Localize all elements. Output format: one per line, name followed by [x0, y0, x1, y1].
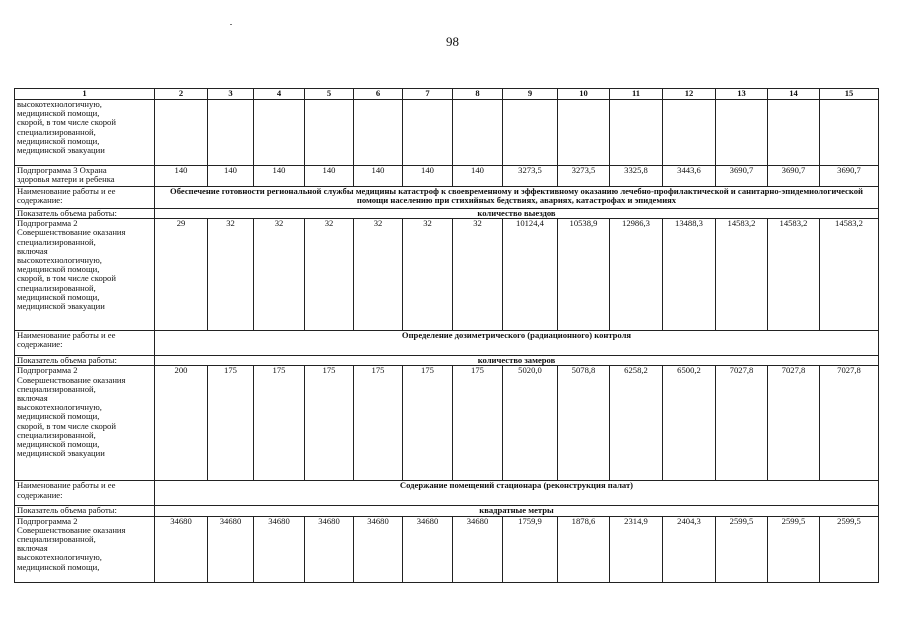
column-header: 10	[558, 89, 610, 100]
work-title: Обеспечение готовности региональной службы медицины катастроф к своевременному и эффективному оказанию лечебно-профилактической и санитарно-эпидемиологической помощи населению при стихийных бедствиях, авариях, катастрофах и эпидемиях	[155, 187, 879, 209]
volume-indicator: количество замеров	[155, 356, 879, 366]
table-cell: 32	[403, 219, 453, 331]
table-cell: 175	[305, 366, 354, 481]
table-row	[15, 481, 879, 506]
table-cell: 3273,5	[558, 166, 610, 187]
table-row	[15, 166, 879, 187]
table-cell	[305, 100, 354, 166]
table-cell: 3690,7	[820, 166, 879, 187]
table-cell: 14583,2	[820, 219, 879, 331]
table-cell: 3443,6	[663, 166, 716, 187]
table-cell: 2599,5	[768, 516, 820, 582]
table-cell: 14583,2	[768, 219, 820, 331]
table-cell: 2599,5	[716, 516, 768, 582]
table-cell: 32	[208, 219, 254, 331]
column-header: 13	[716, 89, 768, 100]
table-cell: 34680	[403, 516, 453, 582]
table-row	[15, 187, 879, 209]
row-label: Показатель объема работы:	[15, 356, 155, 366]
table-cell: 140	[208, 166, 254, 187]
table-cell: 34680	[305, 516, 354, 582]
row-label: Показатель объема работы:	[15, 506, 155, 516]
column-header: 12	[663, 89, 716, 100]
row-label: Подпрограмма 3 Охрана здоровья матери и ребенка	[15, 166, 155, 187]
table-cell: 175	[354, 366, 403, 481]
column-header: 5	[305, 89, 354, 100]
table-cell: 34680	[155, 516, 208, 582]
table-cell: 5078,8	[558, 366, 610, 481]
table-cell: 2599,5	[820, 516, 879, 582]
work-title: Содержание помещений стационара (реконструкция палат)	[155, 481, 879, 506]
table-cell: 200	[155, 366, 208, 481]
table-cell	[453, 100, 503, 166]
column-header: 2	[155, 89, 208, 100]
column-header: 14	[768, 89, 820, 100]
table-cell: 34680	[254, 516, 305, 582]
table-cell: 140	[354, 166, 403, 187]
table-cell: 140	[305, 166, 354, 187]
table-cell: 3325,8	[610, 166, 663, 187]
column-header: 6	[354, 89, 403, 100]
row-label: Показатель объема работы:	[15, 209, 155, 219]
table-cell: 7027,8	[716, 366, 768, 481]
column-header: 4	[254, 89, 305, 100]
table-row	[15, 100, 879, 166]
table-cell	[354, 100, 403, 166]
table-cell: 34680	[208, 516, 254, 582]
table-cell	[208, 100, 254, 166]
column-header: 7	[403, 89, 453, 100]
table-header-row	[15, 89, 879, 100]
table-cell	[663, 100, 716, 166]
table-cell: 13488,3	[663, 219, 716, 331]
budget-table	[14, 88, 879, 583]
table-cell: 140	[254, 166, 305, 187]
column-header: 8	[453, 89, 503, 100]
table-row	[15, 209, 879, 219]
page-number: 98	[446, 34, 459, 49]
work-title: Определение дозиметрического (радиационного) контроля	[155, 331, 879, 356]
table-cell: 140	[403, 166, 453, 187]
table-cell: 32	[354, 219, 403, 331]
table-cell: 1878,6	[558, 516, 610, 582]
table-row	[15, 506, 879, 516]
row-label: высокотехнологичную, медицинской помощи, скорой, в том числе скорой специализированной, медицинской помощи, медицинской эвакуации	[15, 100, 155, 166]
table-cell: 32	[254, 219, 305, 331]
table-cell: 32	[305, 219, 354, 331]
scan-speck	[230, 24, 232, 25]
volume-indicator: количество выездов	[155, 209, 879, 219]
table-cell: 5020,0	[503, 366, 558, 481]
table-cell: 175	[403, 366, 453, 481]
column-header: 1	[15, 89, 155, 100]
table-cell: 34680	[453, 516, 503, 582]
table-cell: 175	[453, 366, 503, 481]
table-cell	[403, 100, 453, 166]
table-cell: 1759,9	[503, 516, 558, 582]
table-row	[15, 219, 879, 331]
table-cell: 29	[155, 219, 208, 331]
table-cell	[820, 100, 879, 166]
table-cell	[768, 100, 820, 166]
row-label: Наименование работы и ее содержание:	[15, 481, 155, 506]
table-cell	[254, 100, 305, 166]
table-cell: 10124,4	[503, 219, 558, 331]
table-cell	[716, 100, 768, 166]
row-label: Наименование работы и ее содержание:	[15, 331, 155, 356]
table-cell: 3273,5	[503, 166, 558, 187]
table-row	[15, 366, 879, 481]
table-cell	[155, 100, 208, 166]
table-cell: 140	[155, 166, 208, 187]
row-label: Наименование работы и ее содержание:	[15, 187, 155, 209]
table-cell: 10538,9	[558, 219, 610, 331]
table-cell: 34680	[354, 516, 403, 582]
table-cell	[610, 100, 663, 166]
table-row	[15, 331, 879, 356]
table-cell: 14583,2	[716, 219, 768, 331]
table-cell: 3690,7	[768, 166, 820, 187]
column-header: 9	[503, 89, 558, 100]
table-cell: 3690,7	[716, 166, 768, 187]
table-cell	[558, 100, 610, 166]
table-cell: 6258,2	[610, 366, 663, 481]
table-cell: 140	[453, 166, 503, 187]
table-cell: 2314,9	[610, 516, 663, 582]
table-cell: 175	[208, 366, 254, 481]
table-row	[15, 356, 879, 366]
column-header: 3	[208, 89, 254, 100]
table-cell: 6500,2	[663, 366, 716, 481]
table-row	[15, 516, 879, 582]
table-cell: 12986,3	[610, 219, 663, 331]
row-label: Подпрограмма 2 Совершенствование оказания специализированной, включая высокотехнологичную, медицинской помощи,	[15, 516, 155, 582]
row-label: Подпрограмма 2 Совершенствование оказания специализированной, включая высокотехнологичную, медицинской помощи, скорой, в том числе скорой специализированной, медицинской помощи, медицинской эвакуации	[15, 366, 155, 481]
table-cell: 7027,8	[768, 366, 820, 481]
table-body	[15, 89, 879, 583]
table-cell: 7027,8	[820, 366, 879, 481]
column-header: 15	[820, 89, 879, 100]
row-label: Подпрограмма 2 Совершенствование оказания специализированной, включая высокотехнологичную, медицинской помощи, скорой, в том числе скорой специализированной, медицинской помощи, медицинской эвакуации	[15, 219, 155, 331]
table-cell: 175	[254, 366, 305, 481]
table-cell	[503, 100, 558, 166]
volume-indicator: квадратные метры	[155, 506, 879, 516]
table-cell: 2404,3	[663, 516, 716, 582]
table-cell: 32	[453, 219, 503, 331]
column-header: 11	[610, 89, 663, 100]
